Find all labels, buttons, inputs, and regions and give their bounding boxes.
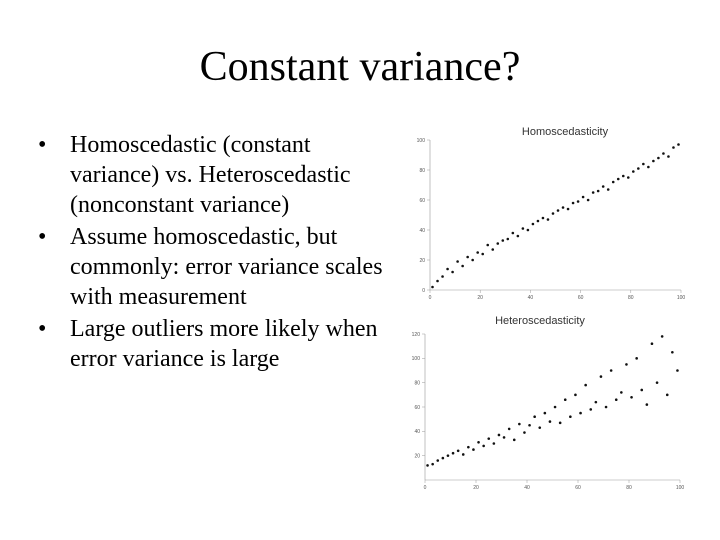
scatter-point bbox=[567, 208, 570, 211]
x-tick-label: 60 bbox=[577, 295, 584, 301]
x-tick-label: 80 bbox=[628, 295, 634, 301]
chart-title: Homoscedasticity bbox=[521, 126, 609, 138]
scatter-point bbox=[630, 396, 633, 399]
y-tick-label: 80 bbox=[414, 380, 420, 387]
scatter-point bbox=[652, 160, 655, 163]
scatter-point bbox=[562, 206, 565, 209]
scatter-point bbox=[518, 423, 521, 426]
scatter-point bbox=[507, 238, 510, 241]
scatter-point bbox=[532, 223, 535, 226]
scatter-point bbox=[584, 384, 587, 387]
y-tick-label: 40 bbox=[414, 429, 420, 436]
scatter-point bbox=[625, 363, 628, 366]
scatter-point bbox=[554, 406, 557, 409]
scatter-point bbox=[431, 463, 434, 466]
scatter-point bbox=[512, 232, 515, 235]
scatter-point bbox=[441, 275, 444, 278]
scatter-point bbox=[617, 178, 620, 181]
bullet-text: Large outliers more likely when error variance is large bbox=[70, 316, 378, 372]
scatter-point bbox=[498, 434, 501, 437]
scatter-point bbox=[661, 335, 664, 338]
scatter-point bbox=[602, 185, 605, 188]
x-tick-label: 0 bbox=[428, 295, 432, 301]
x-tick-label: 60 bbox=[575, 485, 581, 491]
scatter-point bbox=[537, 220, 540, 223]
bullet-text: Homoscedastic (constant variance) vs. Heteroscedastic (nonconstant variance) bbox=[70, 132, 351, 218]
scatter-point bbox=[662, 152, 665, 155]
scatter-point bbox=[466, 256, 469, 259]
scatter-point bbox=[477, 441, 480, 444]
scatter-point bbox=[446, 268, 449, 271]
scatter-point bbox=[627, 176, 630, 179]
scatter-point bbox=[667, 155, 670, 158]
scatter-point bbox=[447, 454, 450, 457]
bullet-text: Assume homoscedastic, but commonly: error variance scales with measurement bbox=[70, 224, 383, 310]
scatter-point bbox=[436, 280, 439, 283]
x-tick-label: 20 bbox=[477, 295, 483, 301]
scatter-point bbox=[637, 167, 640, 170]
scatter-point bbox=[472, 448, 475, 451]
scatter-point bbox=[615, 398, 618, 401]
scatter-point bbox=[491, 248, 494, 251]
scatter-point bbox=[622, 175, 625, 178]
scatter-point bbox=[595, 401, 598, 404]
scatter-point bbox=[496, 242, 499, 245]
x-tick-label: 100 bbox=[675, 485, 685, 491]
scatter-point bbox=[640, 389, 643, 392]
scatter-point bbox=[426, 464, 429, 467]
scatter-point bbox=[467, 446, 470, 449]
scatter-point bbox=[471, 259, 474, 262]
scatter-point bbox=[547, 218, 550, 221]
x-tick-label: 0 bbox=[423, 485, 427, 491]
scatter-point bbox=[528, 424, 531, 427]
scatter-point bbox=[677, 143, 680, 146]
scatter-point bbox=[452, 452, 455, 455]
scatter-point bbox=[671, 351, 674, 354]
scatter-point bbox=[552, 212, 555, 215]
scatter-point bbox=[544, 412, 547, 415]
homoscedasticity-chart bbox=[395, 118, 690, 308]
scatter-point bbox=[579, 412, 582, 415]
bullet-dot-icon: • bbox=[38, 224, 47, 250]
scatter-point bbox=[487, 437, 490, 440]
scatter-point bbox=[481, 253, 484, 256]
scatter-point bbox=[549, 420, 552, 423]
scatter-point bbox=[620, 391, 623, 394]
scatter-point bbox=[461, 265, 464, 268]
scatter-point bbox=[647, 166, 650, 169]
bullet-dot-icon: • bbox=[38, 132, 47, 158]
scatter-point bbox=[559, 422, 562, 425]
heteroscedasticity-chart bbox=[390, 310, 690, 500]
scatter-point bbox=[442, 457, 445, 460]
scatter-point bbox=[572, 202, 575, 205]
scatter-point bbox=[501, 239, 504, 242]
slide-title: Constant variance? bbox=[199, 44, 521, 90]
scatter-point bbox=[542, 217, 545, 220]
scatter-point bbox=[513, 439, 516, 442]
bullet-dot-icon: • bbox=[38, 316, 47, 342]
y-tick-label: 120 bbox=[411, 331, 420, 338]
y-tick-label: 100 bbox=[416, 137, 425, 144]
scatter-point bbox=[642, 163, 645, 166]
scatter-point bbox=[533, 415, 536, 418]
scatter-point bbox=[457, 450, 460, 453]
scatter-point bbox=[587, 199, 590, 202]
scatter-point bbox=[493, 442, 496, 445]
scatter-point bbox=[436, 459, 439, 462]
scatter-point bbox=[503, 436, 506, 439]
y-tick-label: 80 bbox=[419, 167, 425, 174]
scatter-point bbox=[431, 286, 434, 289]
bullet-item bbox=[38, 314, 388, 374]
x-tick-label: 40 bbox=[527, 295, 534, 301]
scatter-point bbox=[456, 260, 459, 263]
scatter-point bbox=[462, 453, 465, 456]
y-tick-label: 60 bbox=[419, 197, 425, 204]
scatter-point bbox=[564, 398, 567, 401]
scatter-point bbox=[522, 227, 525, 230]
scatter-point bbox=[582, 196, 585, 199]
x-tick-label: 40 bbox=[524, 485, 530, 491]
y-tick-label: 20 bbox=[414, 453, 420, 460]
chart-title: Heteroscedasticity bbox=[495, 315, 585, 327]
scatter-point bbox=[589, 408, 592, 411]
scatter-point bbox=[657, 157, 660, 160]
scatter-point bbox=[600, 375, 603, 378]
scatter-point bbox=[517, 235, 520, 238]
scatter-point bbox=[577, 200, 580, 203]
scatter-point bbox=[610, 369, 613, 372]
scatter-point bbox=[646, 403, 649, 406]
scatter-point bbox=[574, 394, 577, 397]
bullet-item bbox=[38, 130, 388, 220]
scatter-point bbox=[676, 369, 679, 372]
y-tick-label: 100 bbox=[411, 356, 420, 363]
scatter-point bbox=[523, 431, 526, 434]
scatter-point bbox=[635, 357, 638, 360]
scatter-point bbox=[612, 181, 615, 184]
scatter-point bbox=[508, 428, 511, 431]
scatter-point bbox=[656, 381, 659, 384]
x-tick-label: 100 bbox=[676, 295, 686, 301]
scatter-point bbox=[607, 188, 610, 191]
y-tick-label: 20 bbox=[419, 257, 425, 264]
scatter-point bbox=[476, 251, 479, 254]
y-tick-label: 0 bbox=[422, 287, 425, 294]
scatter-point bbox=[538, 426, 541, 429]
bullet-item bbox=[38, 222, 388, 312]
scatter-point bbox=[451, 271, 454, 274]
scatter-point bbox=[486, 244, 489, 247]
scatter-point bbox=[672, 146, 675, 149]
scatter-point bbox=[597, 190, 600, 193]
scatter-point bbox=[527, 229, 530, 232]
scatter-point bbox=[632, 170, 635, 173]
bullet-list bbox=[38, 130, 388, 376]
x-tick-label: 80 bbox=[626, 485, 632, 491]
scatter-point bbox=[666, 394, 669, 397]
x-tick-label: 20 bbox=[473, 485, 479, 491]
scatter-point bbox=[651, 342, 654, 345]
scatter-point bbox=[557, 209, 560, 212]
scatter-point bbox=[482, 445, 485, 448]
y-tick-label: 60 bbox=[414, 404, 420, 411]
scatter-point bbox=[569, 415, 572, 418]
y-tick-label: 40 bbox=[419, 227, 425, 234]
scatter-point bbox=[605, 406, 608, 409]
scatter-point bbox=[592, 191, 595, 194]
